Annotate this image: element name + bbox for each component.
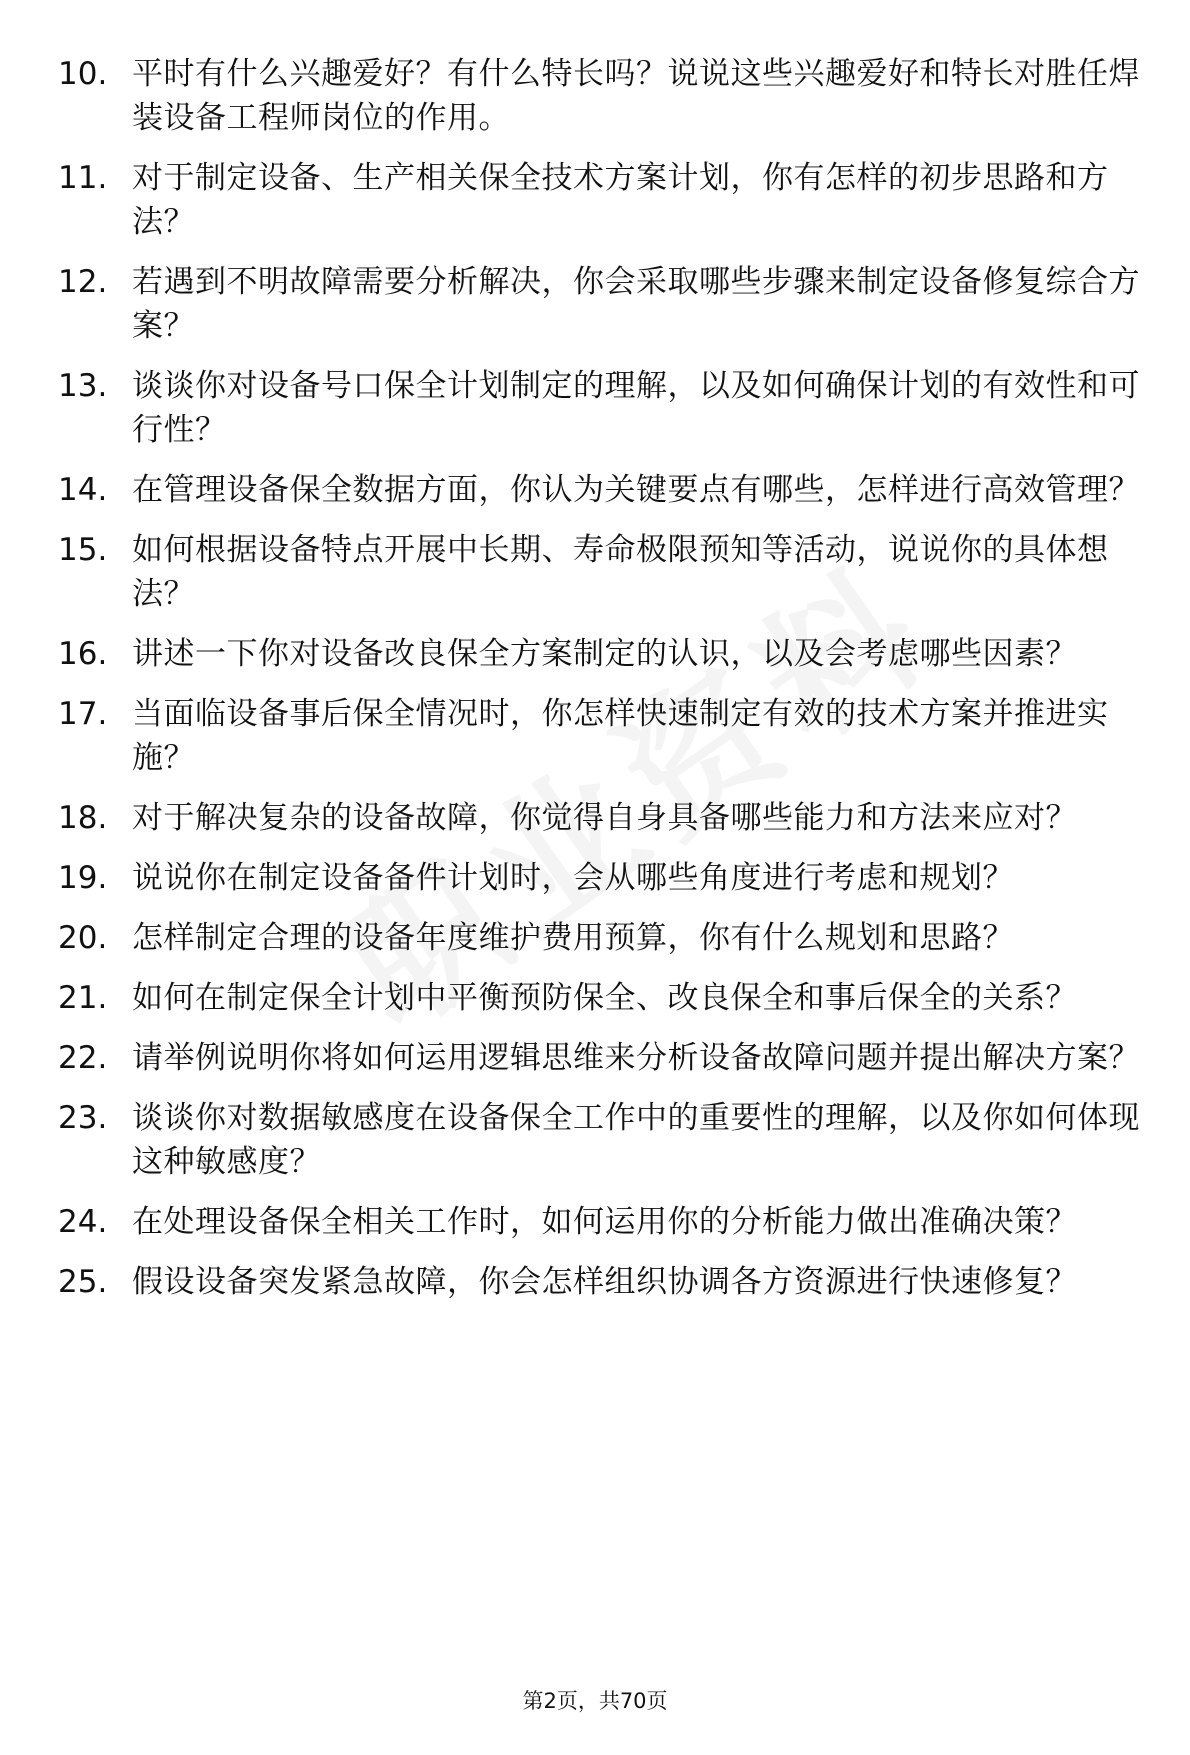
question-item [58,1200,1148,1244]
question-item [58,856,1148,900]
question-number: 13. [58,368,108,404]
question-text: 讲述一下你对设备改良保全方案制定的认识，以及会考虑哪些因素？ [132,636,1077,672]
question-item [58,916,1148,960]
question-number: 22. [58,1040,108,1076]
question-item [58,52,1148,140]
question-text: 怎样制定合理的设备年度维护费用预算，你有什么规划和思路？ [132,920,1014,956]
question-number: 11. [58,160,108,196]
question-number: 18. [58,800,108,836]
question-number: 16. [58,636,108,672]
question-text: 谈谈你对设备号口保全计划制定的理解，以及如何确保计划的有效性和可行性？ [132,368,1140,448]
question-number: 21. [58,980,108,1016]
question-text: 请举例说明你将如何运用逻辑思维来分析设备故障问题并提出解决方案？ [132,1040,1140,1076]
question-item [58,632,1148,676]
question-number: 14. [58,472,108,508]
question-item [58,692,1148,780]
question-text: 如何根据设备特点开展中长期、寿命极限预知等活动，说说你的具体想法？ [132,532,1109,612]
question-number: 23. [58,1100,108,1136]
question-text: 对于制定设备、生产相关保全技术方案计划，你有怎样的初步思路和方法？ [132,160,1109,240]
question-item [58,528,1148,616]
question-text: 假设设备突发紧急故障，你会怎样组织协调各方资源进行快速修复？ [132,1264,1077,1300]
question-text: 当面临设备事后保全情况时，你怎样快速制定有效的技术方案并推进实施？ [132,696,1109,776]
page-footer [0,1685,1190,1715]
question-number: 25. [58,1264,108,1300]
question-item [58,976,1148,1020]
question-text: 平时有什么兴趣爱好？有什么特长吗？说说这些兴趣爱好和特长对胜任焊装设备工程师岗位的作用。 [132,56,1140,136]
question-number: 10. [58,56,108,92]
question-item [58,1096,1148,1184]
question-number: 12. [58,264,108,300]
question-number: 24. [58,1204,108,1240]
question-number: 15. [58,532,108,568]
question-number: 17. [58,696,108,732]
question-item [58,1260,1148,1304]
question-text: 对于解决复杂的设备故障，你觉得自身具备哪些能力和方法来应对？ [132,800,1077,836]
question-item [58,364,1148,452]
question-item [58,1036,1148,1080]
question-item [58,796,1148,840]
question-text: 如何在制定保全计划中平衡预防保全、改良保全和事后保全的关系？ [132,980,1077,1016]
page-number-label: 第2页，共70页 [522,1689,668,1713]
question-item [58,468,1148,512]
question-number: 19. [58,860,108,896]
question-text: 在管理设备保全数据方面，你认为关键要点有哪些，怎样进行高效管理？ [132,472,1140,508]
question-text: 在处理设备保全相关工作时，如何运用你的分析能力做出准确决策？ [132,1204,1077,1240]
question-item [58,156,1148,244]
question-text: 谈谈你对数据敏感度在设备保全工作中的重要性的理解，以及你如何体现这种敏感度？ [132,1100,1140,1180]
question-number: 20. [58,920,108,956]
question-text: 若遇到不明故障需要分析解决，你会采取哪些步骤来制定设备修复综合方案？ [132,264,1140,344]
question-text: 说说你在制定设备备件计划时，会从哪些角度进行考虑和规划？ [132,860,1014,896]
question-list [58,52,1148,1320]
question-item [58,260,1148,348]
